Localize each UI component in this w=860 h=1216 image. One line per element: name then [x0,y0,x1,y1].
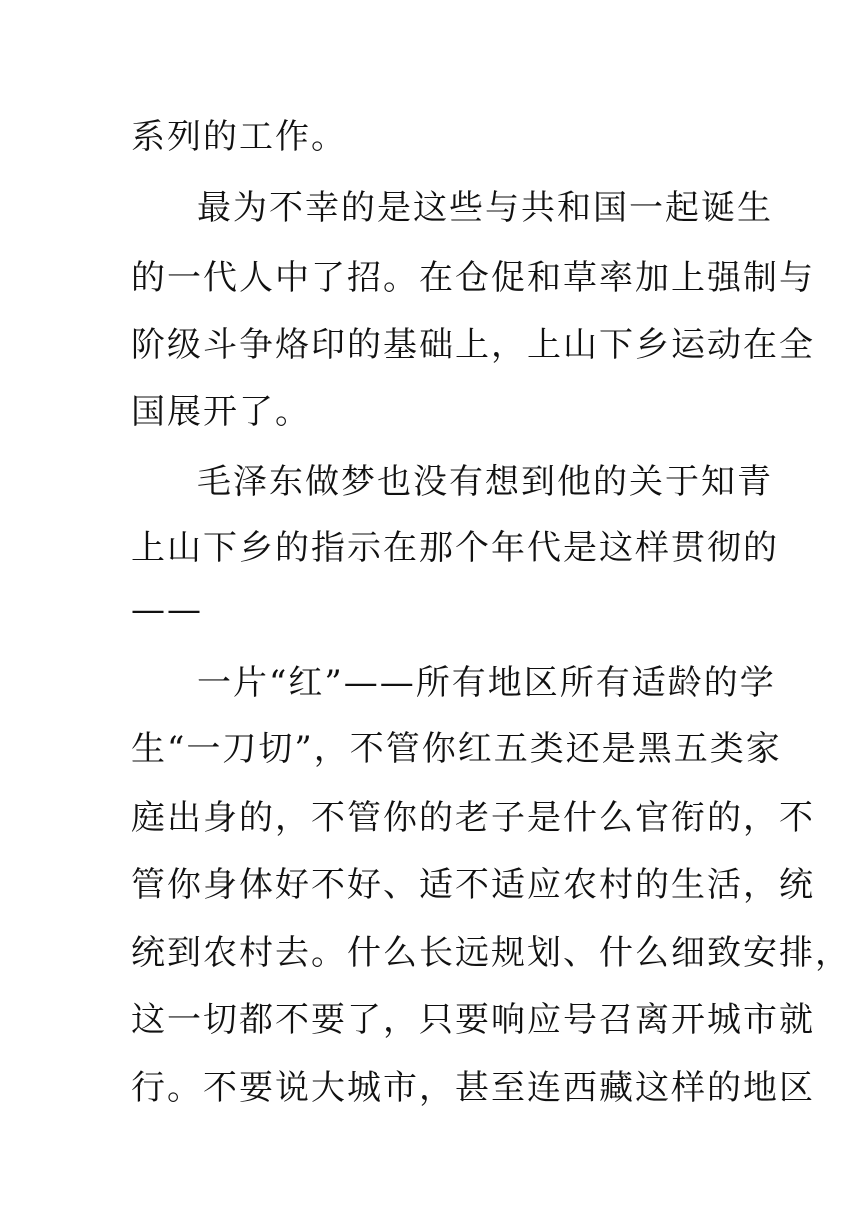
text-line-12: 管你身体好不好、适不适应农村的生活，统 [131,865,815,905]
text-line-11: 庭出身的，不管你的老子是什么官衔的，不 [131,798,815,838]
text-line-5: 国展开了。 [131,392,311,432]
text-line-2: 最为不幸的是这些与共和国一起诞生 [197,188,773,228]
text-line-15: 行。不要说大城市，甚至连西藏这样的地区 [131,1068,815,1108]
text-line-1: 系列的工作。 [131,117,347,157]
text-line-14: 这一切都不要了，只要响应号召离开城市就 [131,1000,815,1040]
text-line-13: 统到农村去。什么长远规划、什么细致安排， [131,933,851,973]
text-line-9: 一片“红”——所有地区所有适龄的学 [197,663,776,703]
text-line-10: 生“一刀切”，不管你红五类还是黑五类家 [131,729,782,769]
text-line-6: 毛泽东做梦也没有想到他的关于知青 [197,462,773,502]
text-line-3: 的一代人中了招。在仓促和草率加上强制与 [131,258,815,298]
text-line-8: —— [131,590,203,630]
text-line-7: 上山下乡的指示在那个年代是这样贯彻的 [131,528,779,568]
text-line-4: 阶级斗争烙印的基础上，上山下乡运动在全 [131,325,815,365]
